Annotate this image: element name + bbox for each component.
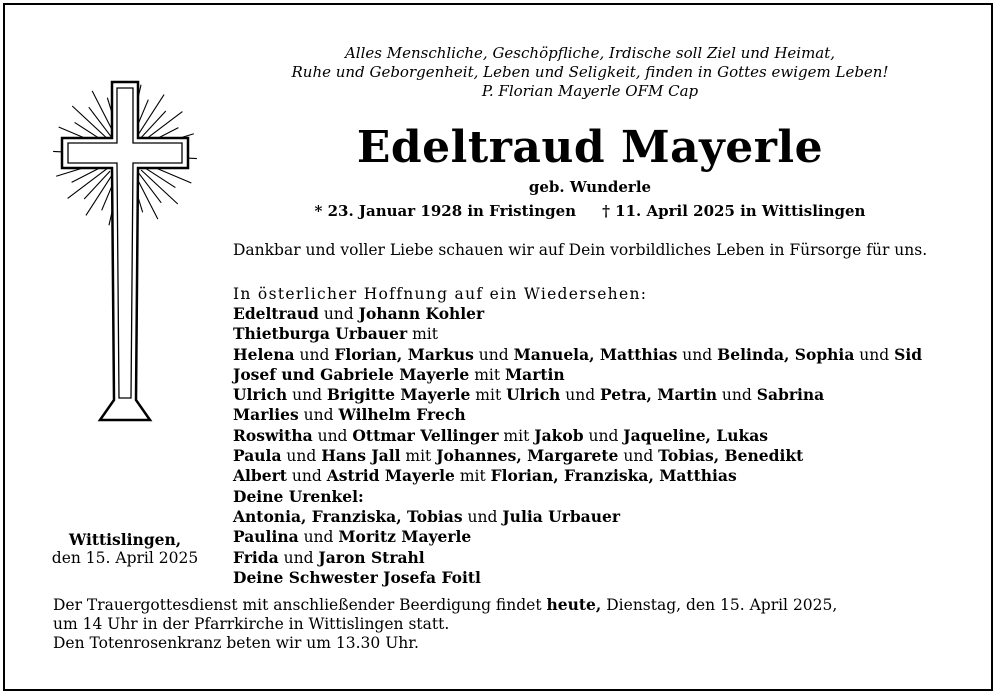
mourner-connector: mit <box>400 447 437 466</box>
mourner-line <box>233 487 922 507</box>
service-line-1-pre: Der Trauergottesdienst mit anschließender Beerdigung findet <box>53 596 547 614</box>
mourner-name: Albert <box>233 466 287 486</box>
mourner-connector: und <box>298 528 339 547</box>
mourner-line <box>233 365 922 385</box>
mourner-line <box>233 507 922 527</box>
place-date <box>40 530 210 568</box>
mourner-name: Florian, Markus <box>334 344 474 364</box>
mourner-connector: und <box>854 345 895 364</box>
mourner-line <box>233 527 922 547</box>
mourner-name: Manuela, Matthias <box>513 344 678 364</box>
death-date: † 11. April 2025 in Wittislingen <box>602 202 866 220</box>
mourner-name: Jaron Strahl <box>318 547 425 567</box>
mourner-name: Jakob <box>534 425 584 445</box>
mourner-line <box>233 426 922 446</box>
service-line-1-post: Dienstag, den 15. April 2025, <box>601 596 838 614</box>
mourner-connector: mit <box>454 467 491 486</box>
mourner-name: Moritz Mayerle <box>338 527 472 547</box>
mourner-connector: und <box>473 345 514 364</box>
service-line-1-bold: heute, <box>546 595 602 614</box>
mourner-name: Ulrich <box>233 385 288 405</box>
mourner-name: Frida <box>233 547 279 567</box>
mourner-connector: und <box>287 386 327 405</box>
service-line-3: Den Totenrosenkranz beten wir um 13.30 Uhr. <box>53 634 419 652</box>
mourner-name: Wilhelm Frech <box>338 405 466 425</box>
mourner-name: Florian, Franziska, Matthias <box>490 466 737 486</box>
thanks-text: Dankbar und voller Liebe schauen wir auf Dein vorbildliches Leben in Fürsorge für uns. <box>233 241 928 259</box>
mourner-name: Edeltraud <box>233 304 319 323</box>
mourner-line <box>233 304 922 324</box>
mourner-connector: und <box>677 345 718 364</box>
mourner-connector: und <box>312 426 353 445</box>
mourner-name: Marlies <box>233 405 299 425</box>
mourner-connector: und <box>318 305 359 323</box>
mourner-name: Deine Schwester Josefa Foitl <box>233 567 481 587</box>
mourner-name: Ulrich <box>506 385 561 405</box>
mourner-line <box>233 405 922 425</box>
mourner-connector: und <box>281 447 322 466</box>
mourner-name: Jaqueline, Lukas <box>623 425 769 445</box>
service-line-2: um 14 Uhr in der Pfarrkirche in Wittislingen statt. <box>53 615 450 633</box>
mourner-name: Martin <box>505 364 565 384</box>
deceased-name: Edeltraud Mayerle <box>356 122 824 173</box>
mourner-name: Thietburga Urbauer <box>233 324 408 344</box>
place-city: Wittislingen, <box>68 530 182 549</box>
mourner-name: Paulina <box>233 527 299 547</box>
mourner-name: Antonia, Franziska, Tobias <box>233 506 463 526</box>
motto <box>230 44 950 101</box>
mourner-name: Tobias, Benedikt <box>658 446 804 466</box>
mourner-line <box>233 446 922 466</box>
mourner-line <box>233 345 922 365</box>
motto-line-2: Ruhe und Geborgenheit, Leben und Seligkeit, finden in Gottes ewigem Leben! <box>291 63 889 81</box>
mourner-line <box>233 568 922 588</box>
place-date-text: den 15. April 2025 <box>51 549 199 567</box>
mourner-name: Astrid Mayerle <box>326 466 455 486</box>
mourner-line <box>233 324 922 344</box>
motto-author: P. Florian Mayerle OFM Cap <box>481 82 699 100</box>
mourner-connector: und <box>294 345 335 364</box>
mourner-name: Helena <box>233 344 295 364</box>
mourner-name: Julia Urbauer <box>502 506 621 526</box>
service-line-1 <box>53 595 837 615</box>
mourner-name: Brigitte Mayerle <box>326 385 471 405</box>
mourner-connector: und <box>298 406 339 425</box>
mourners-list <box>233 304 922 588</box>
mourner-connector: und <box>618 447 659 466</box>
mourner-name: Johannes, Margarete <box>436 446 619 466</box>
mourner-connector: mit <box>407 325 438 344</box>
mourner-name: Roswitha <box>233 425 313 445</box>
mourner-connector: und <box>278 548 319 567</box>
mourner-connector: und <box>286 467 327 486</box>
mourner-line <box>233 548 922 568</box>
life-dates <box>230 202 950 220</box>
radiant-cross-icon <box>50 70 200 440</box>
mourner-connector: mit <box>470 386 507 405</box>
mourner-name: Paula <box>233 446 282 466</box>
motto-line-1: Alles Menschliche, Geschöpfliche, Irdische soll Ziel und Heimat, <box>344 44 836 62</box>
mourner-name: Belinda, Sophia <box>717 344 855 364</box>
mourner-connector: und <box>560 386 601 405</box>
mourner-name: Deine Urenkel: <box>233 486 364 506</box>
mourner-name: Sid <box>894 344 923 364</box>
mourner-name: Johann Kohler <box>358 304 485 323</box>
mourner-name: Ottmar Vellinger <box>352 425 499 445</box>
birth-name: geb. Wunderle <box>528 178 652 196</box>
service-info <box>53 595 837 653</box>
mourner-line <box>233 466 922 486</box>
mourner-connector: mit <box>469 365 506 384</box>
mourner-connector: und <box>583 426 624 445</box>
mourner-connector: mit <box>498 426 535 445</box>
mourner-name: Petra, Martin <box>600 385 717 405</box>
birth-date: * 23. Januar 1928 in Fristingen <box>314 202 577 220</box>
mourner-connector: und <box>462 507 503 526</box>
mourner-name: Hans Jall <box>321 446 401 466</box>
mourner-connector: und <box>717 386 757 405</box>
mourner-name: Josef und Gabriele Mayerle <box>233 364 470 384</box>
mourner-name: Sabrina <box>756 385 825 405</box>
mourner-line <box>233 385 922 405</box>
hope-text: In österlicher Hoffnung auf ein Wiedersehen: <box>233 285 648 303</box>
